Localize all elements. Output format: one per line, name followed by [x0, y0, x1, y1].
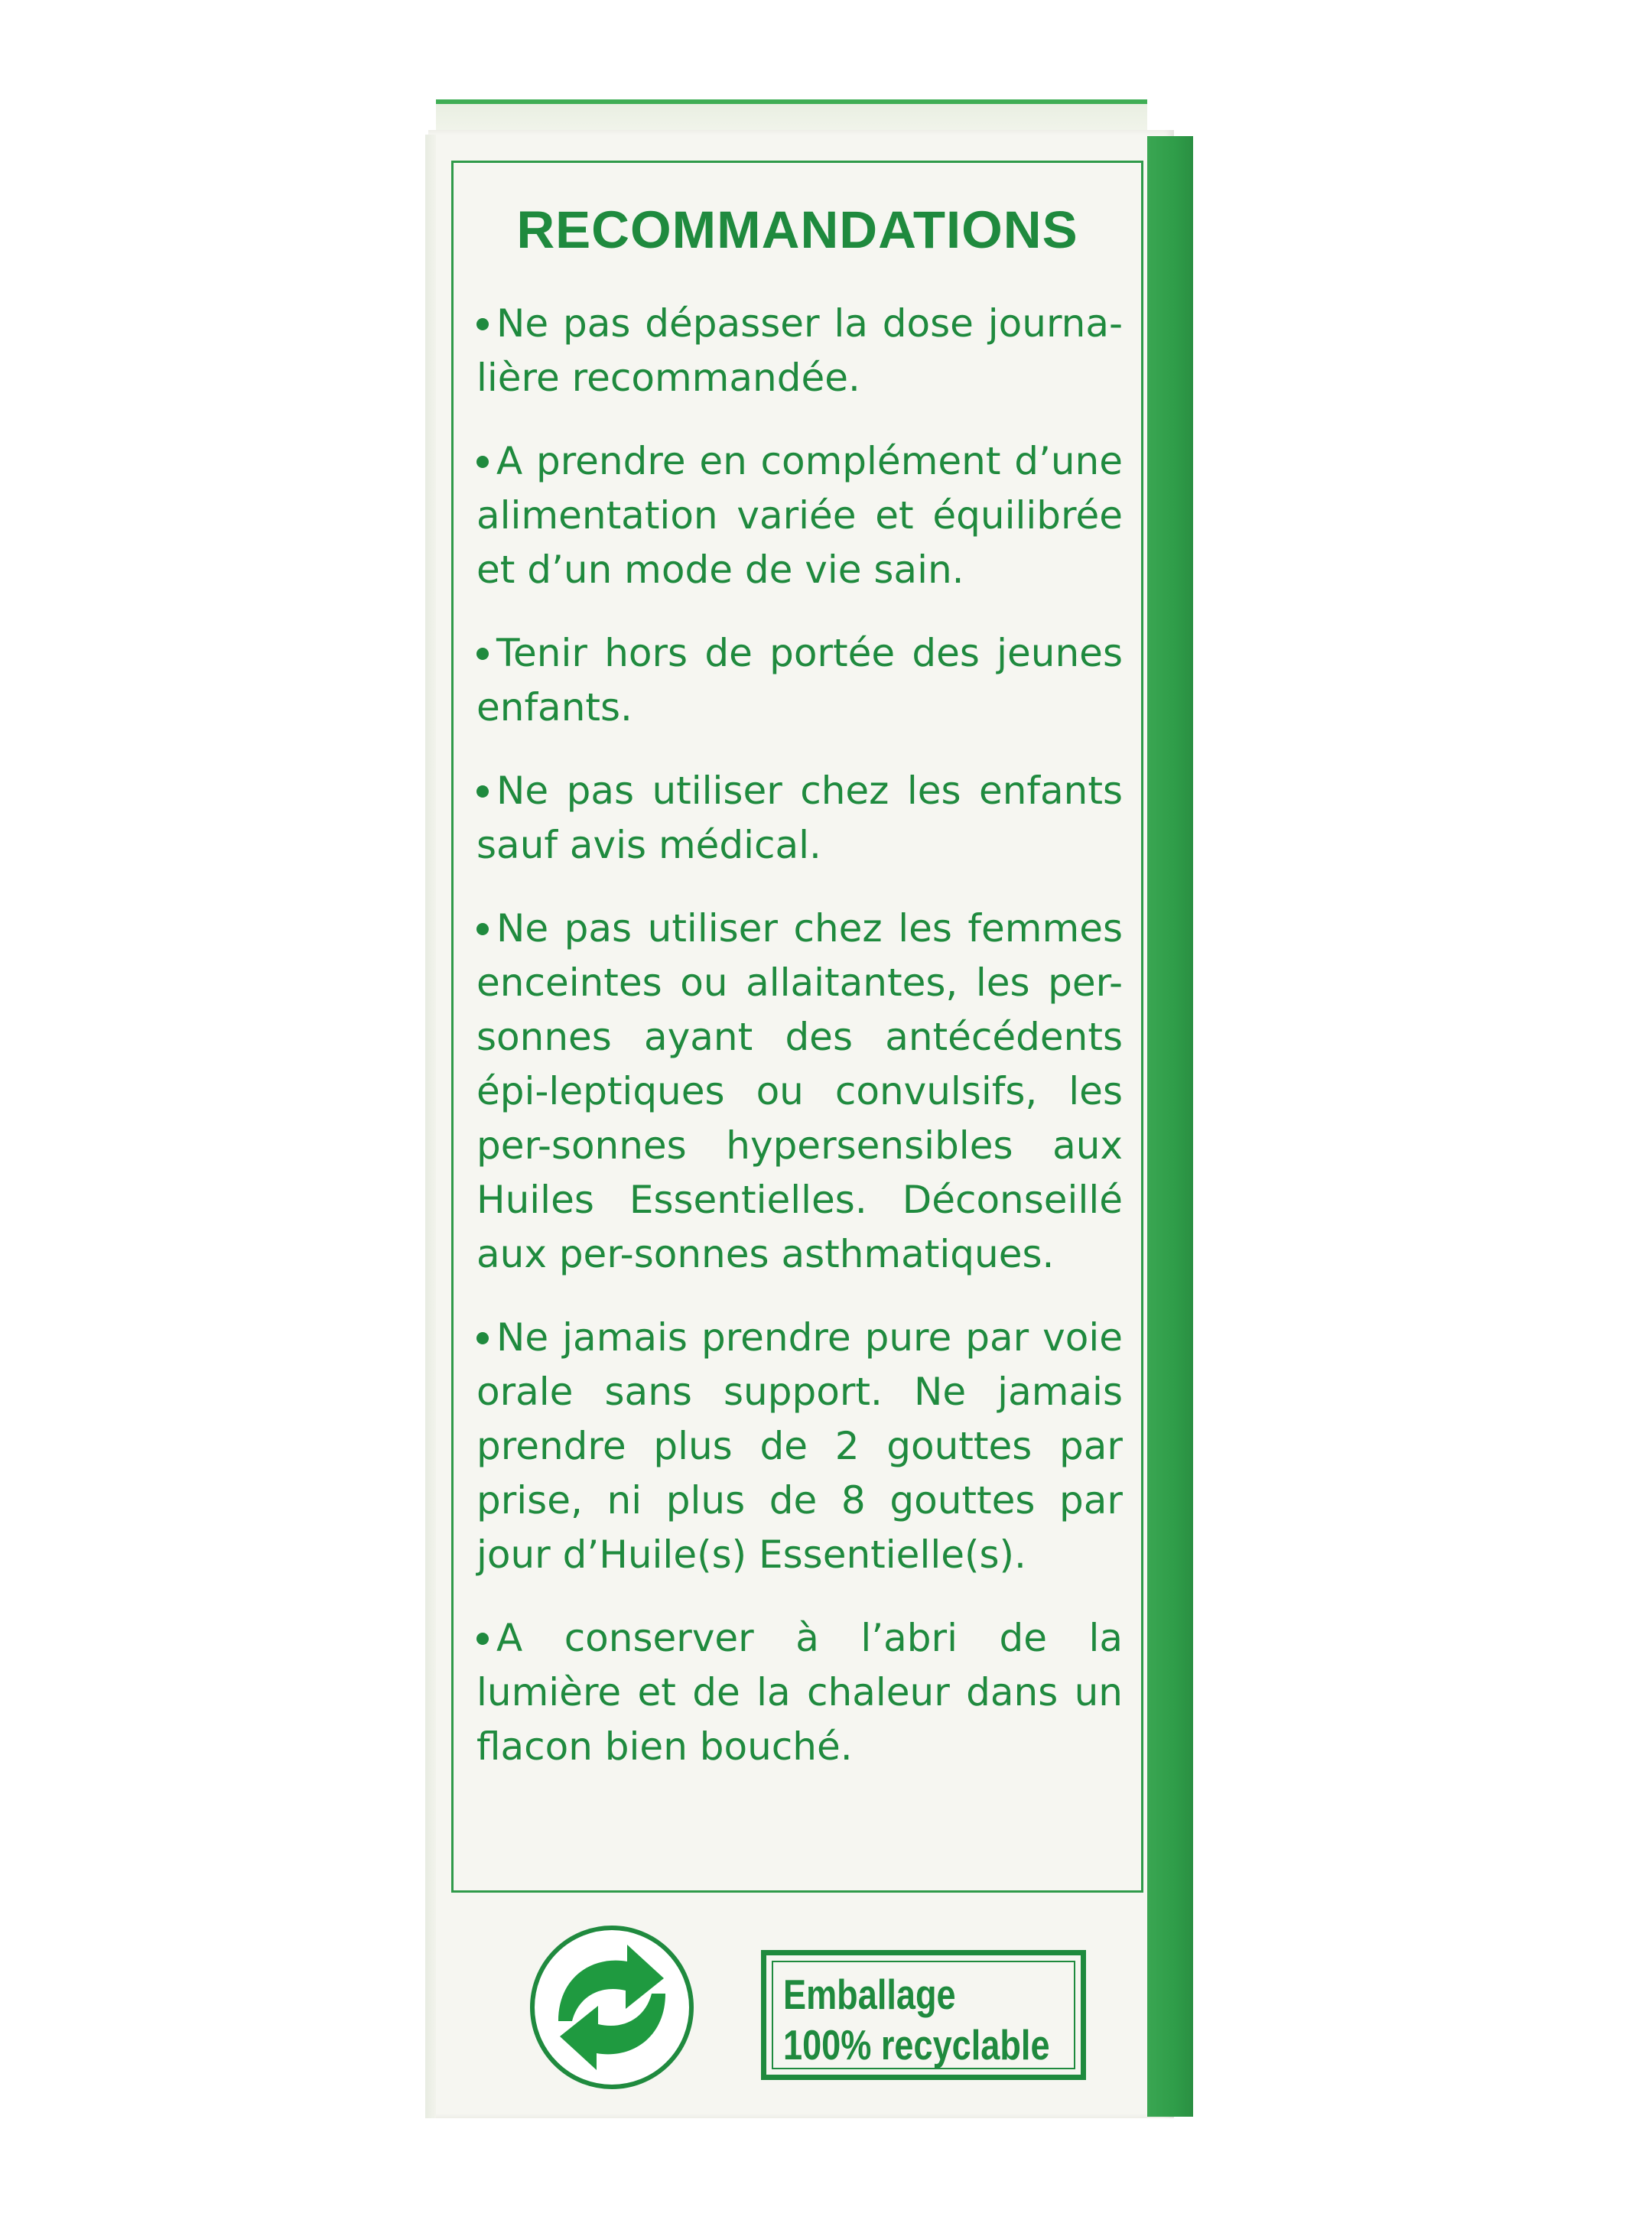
list-item: [476, 297, 1123, 405]
recyclable-line-1: Emballage: [783, 1971, 956, 2018]
box-right-green-edge: [1147, 136, 1193, 2117]
list-item: [476, 764, 1123, 873]
recyclable-line-2: 100% recyclable: [783, 2021, 1050, 2069]
list-item-text: A conserver à l’abri de la lumière et de la chaleur dans un flacon bien bouché.: [476, 1616, 1123, 1769]
list-item-text: Ne pas dépasser la dose journa-lière recommandée.: [476, 301, 1123, 400]
bullet-icon: [476, 648, 489, 660]
bullet-icon: [476, 318, 489, 330]
list-item: [476, 434, 1123, 597]
list-item-text: A prendre en complément d’une alimentation variée et équilibrée et d’un mode de vie sain.: [476, 439, 1123, 592]
bullet-icon: [476, 923, 489, 935]
recyclable-badge-text: [783, 1969, 1050, 2070]
recyclable-badge: [761, 1950, 1086, 2080]
recycle-arrows-icon: [528, 1923, 696, 2091]
recommendations-panel: [451, 161, 1143, 1893]
bullet-icon: [476, 456, 489, 468]
bullet-icon: [476, 1332, 489, 1344]
recommendations-title: RECOMMANDATIONS: [516, 200, 1078, 259]
bullet-icon: [476, 785, 489, 798]
list-item-text: Tenir hors de portée des jeunes enfants.: [476, 631, 1123, 730]
list-item: [476, 626, 1123, 735]
recommendations-list: [476, 297, 1123, 1803]
list-item: [476, 1611, 1123, 1774]
box-left-edge: [425, 135, 436, 2118]
list-item: [476, 1311, 1123, 1582]
list-item-text: Ne pas utiliser chez les enfants sauf avis médical.: [476, 769, 1123, 867]
list-item: [476, 902, 1123, 1282]
bullet-icon: [476, 1633, 489, 1645]
list-item-text: Ne pas utiliser chez les femmes enceintes ou allaitantes, les per-sonnes ayant des antécédents épi-leptiques ou convulsifs, les per-sonnes hypersensibles aux Huiles Essentielles. Déconseillé aux per-sonnes asthmatiques.: [476, 906, 1123, 1276]
list-item-text: Ne jamais prendre pure par voie orale sans support. Ne jamais prendre plus de 2 gouttes par prise, ni plus de 8 gouttes par jour d’Huile(s) Essentielle(s).: [476, 1315, 1123, 1577]
